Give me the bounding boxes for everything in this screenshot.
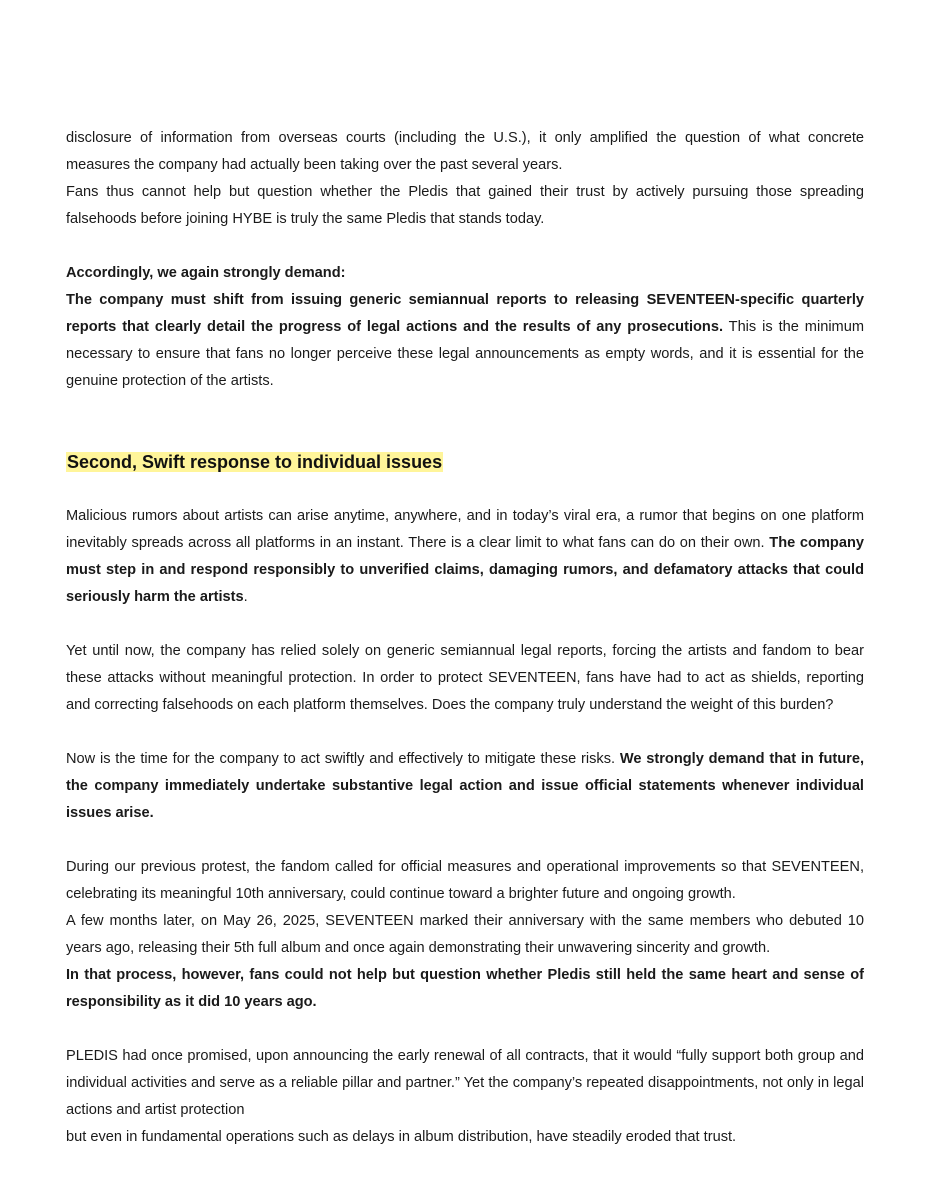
paragraph-heart-question [66,962,864,1016]
paragraph-anniversary: A few months later, on May 26, 2025, SEVENTEEN marked their anniversary with the same members who debuted 10 years ago, releasing their 5th full album and once again demonstrating their unwavering sincerity and growth. [66,913,864,956]
spacer [66,611,864,638]
spacer [66,395,864,449]
swift-bold-text: We strongly demand that in future, the company immediately undertake substantive legal action and issue official statements whenever individual issues arise. [66,751,864,821]
rumors-bold-text: The company must step in and respond responsibly to unverified claims, damaging rumors, and defamatory attacks that could seriously harm the artists [66,535,864,605]
section-heading [66,449,864,476]
paragraph-trust-eroded: but even in fundamental operations such as delays in album distribution, have steadily eroded that trust. [66,1129,737,1145]
section-heading-text: Second, Swift response to individual issues [67,452,443,472]
paragraph-semiannual-reports: Yet until now, the company has relied solely on generic semiannual legal reports, forcing the artists and fandom to bear these attacks without meaningful protection. In order to protect SEVENTEEN, fans have had to act as shields, reporting and correcting falsehoods on each platform themselves. Does the company truly understand the weight of this burden? [66,643,864,713]
demand-intro [66,260,864,287]
paragraph-pledis-promise: PLEDIS had once promised, upon announcing the early renewal of all contracts, that it would “fully support both group and individual activities and serve as a reliable pillar and partner.” Yet the company’s repeated disappointments, not only in legal actions and artist protection [66,1048,864,1118]
document-page [66,125,864,1151]
demand-paragraph [66,287,864,395]
spacer [66,1016,864,1043]
demand-bold-text: The company must shift from issuing generic semiannual reports to releasing SEVENTEEN-specific quarterly reports that clearly detail the progress of legal actions and the results of any prosecutions. [66,292,864,335]
demand-intro-text: Accordingly, we again strongly demand: [66,265,346,281]
spacer [66,233,864,260]
swift-normal-text: Now is the time for the company to act swiftly and effectively to mitigate these risks. [66,751,620,767]
spacer [66,827,864,854]
rumors-end: . [243,589,248,605]
paragraph-malicious-rumors [66,503,864,611]
spacer [66,476,864,503]
rumors-normal-text: Malicious rumors about artists can arise anytime, anywhere, and in today’s viral era, a rumor that begins on one platform inevitably spreads across all platforms in an instant. There is a clear limit to what fans can do on their own. [66,508,864,551]
paragraph-previous-protest: During our previous protest, the fandom called for official measures and operational improvements so that SEVENTEEN, celebrating its meaningful 10th anniversary, could continue toward a brighter future and ongoing growth. [66,859,864,902]
paragraph-overseas-courts: disclosure of information from overseas courts (including the U.S.), it only amplified the question of what concrete measures the company had actually been taking over the past several years. [66,130,864,173]
paragraph-act-swiftly [66,746,864,827]
paragraph-fans-question: Fans thus cannot help but question whether the Pledis that gained their trust by actively pursuing those spreading falsehoods before joining HYBE is truly the same Pledis that stands today. [66,184,864,227]
heart-question-bold: In that process, however, fans could not help but question whether Pledis still held the same heart and sense of responsibility as it did 10 years ago. [66,967,864,1010]
spacer [66,719,864,746]
demand-rest-text: This is the minimum necessary to ensure that fans no longer perceive these legal announcements as empty words, and it is essential for the genuine protection of the artists. [66,319,864,389]
